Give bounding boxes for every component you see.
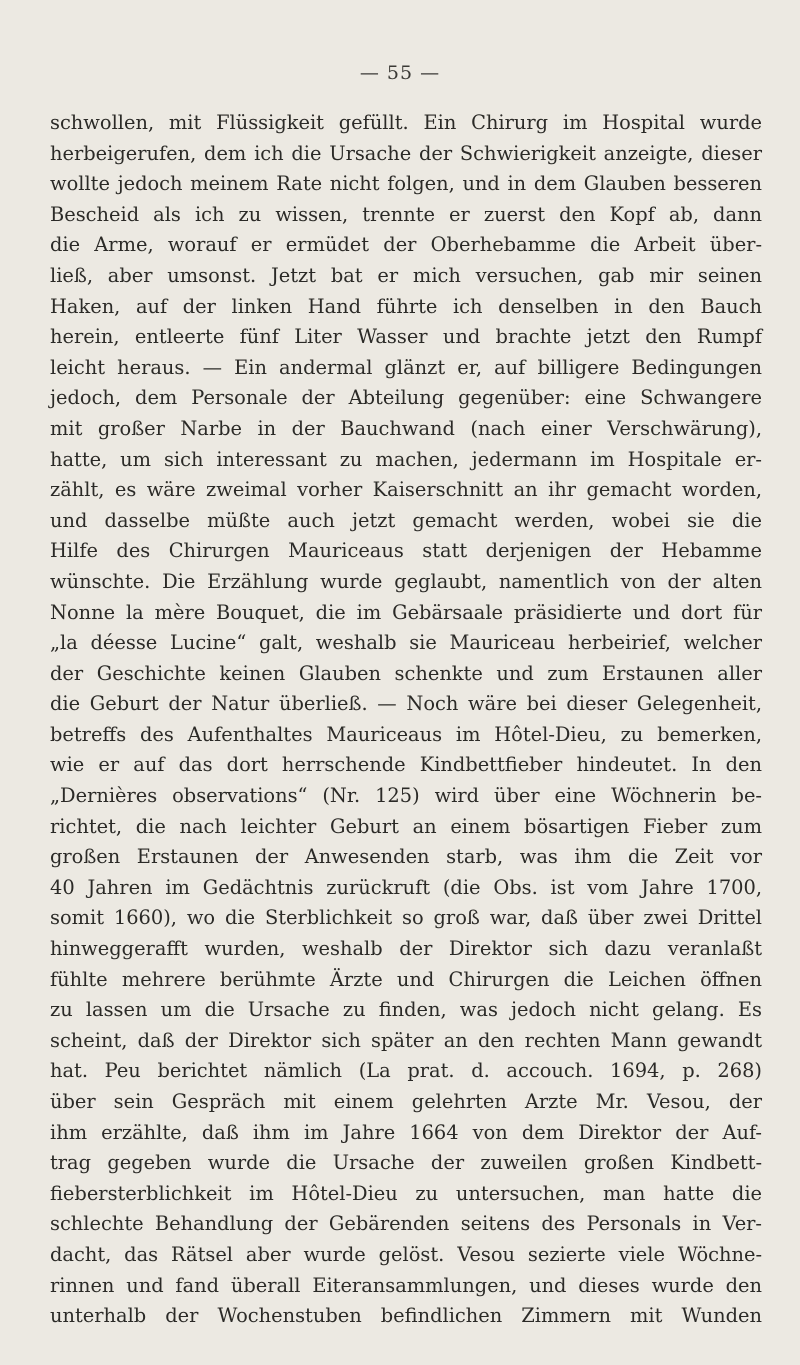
text-line: „Dernières observations“ (Nr. 125) wird über eine Wöchnerin be- bbox=[50, 784, 762, 808]
text-line: ließ, aber umsonst. Jetzt bat er mich versuchen, gab mir seinen bbox=[50, 263, 762, 287]
text-line: großen Erstaunen der Anwesenden starb, was ihm die Zeit vor bbox=[50, 845, 762, 869]
body-text bbox=[50, 108, 762, 1332]
text-line: scheint, daß der Direktor sich später an den rechten Mann gewandt bbox=[50, 1028, 762, 1052]
text-line: betreffs des Aufenthaltes Mauriceaus im Hôtel-Dieu, zu bemerken, bbox=[50, 722, 762, 746]
text-line: herein, entleerte fünf Liter Wasser und brachte jetzt den Rumpf bbox=[50, 325, 762, 349]
text-line: leicht heraus. — Ein andermal glänzt er, auf billigere Bedingungen bbox=[50, 355, 762, 379]
text-line: hat. Peu berichtet nämlich (La prat. d. accouch. 1694, p. 268) bbox=[50, 1059, 762, 1083]
text-line: hatte, um sich interessant zu machen, jedermann im Hospitale er- bbox=[50, 447, 762, 471]
text-line: fühlte mehrere berühmte Ärzte und Chirurgen die Leichen öffnen bbox=[50, 967, 762, 991]
text-line: richtet, die nach leichter Geburt an einem bösartigen Fieber zum bbox=[50, 814, 762, 838]
text-line: hinweggerafft wurden, weshalb der Direktor sich dazu veranlaßt bbox=[50, 937, 762, 961]
text-line: somit 1660), wo die Sterblichkeit so groß war, daß über zwei Drittel bbox=[50, 906, 762, 930]
text-line: schwollen, mit Flüssigkeit gefüllt. Ein Chirurg im Hospital wurde bbox=[50, 111, 762, 134]
text-line: wollte jedoch meinem Rate nicht folgen, und in dem Glauben besseren bbox=[50, 172, 762, 196]
text-line: ihm erzählte, daß ihm im Jahre 1664 von dem Direktor der Auf- bbox=[50, 1120, 762, 1144]
text-line: 40 Jahren im Gedächtnis zurückruft (die Obs. ist vom Jahre 1700, bbox=[50, 875, 762, 899]
text-line: wie er auf das dort herrschende Kindbettfieber hindeutet. In den bbox=[50, 753, 762, 777]
text-line: jedoch, dem Personale der Abteilung gegenüber: eine Schwangere bbox=[50, 386, 762, 410]
text-line: und dasselbe müßte auch jetzt gemacht werden, wobei sie die bbox=[50, 508, 762, 532]
page-number: — 55 — bbox=[359, 62, 441, 84]
text-line: die Arme, worauf er ermüdet der Oberhebamme die Arbeit über- bbox=[50, 233, 762, 257]
text-line: Bescheid als ich zu wissen, trennte er zuerst den Kopf ab, dann bbox=[50, 202, 762, 226]
text-line: die Geburt der Natur überließ. — Noch wäre bei dieser Gelegenheit, bbox=[50, 692, 762, 716]
text-line: mit großer Narbe in der Bauchwand (nach einer Verschwärung), bbox=[50, 416, 762, 440]
text-line: Haken, auf der linken Hand führte ich denselben in den Bauch bbox=[50, 294, 762, 318]
text-line: trag gegeben wurde die Ursache der zuweilen großen Kindbett- bbox=[50, 1151, 762, 1175]
text-line: rinnen und fand überall Eiteransammlungen, und dieses wurde den bbox=[50, 1273, 762, 1297]
text-line: schlechte Behandlung der Gebärenden seitens des Personals in Ver- bbox=[50, 1212, 762, 1236]
text-line: Nonne la mère Bouquet, die im Gebärsaale präsidierte und dort für bbox=[50, 600, 762, 624]
text-line: zu lassen um die Ursache zu finden, was jedoch nicht gelang. Es bbox=[50, 998, 762, 1022]
text-line: herbeigerufen, dem ich die Ursache der Schwierigkeit anzeigte, dieser bbox=[50, 141, 762, 165]
text-line: der Geschichte keinen Glauben schenkte und zum Erstaunen aller bbox=[50, 661, 762, 685]
text-line: wünschte. Die Erzählung wurde geglaubt, namentlich von der alten bbox=[50, 569, 762, 593]
text-line: Hilfe des Chirurgen Mauriceaus statt derjenigen der Hebamme bbox=[50, 539, 762, 563]
text-line: „la déesse Lucine“ galt, weshalb sie Mauriceau herbeirief, welcher bbox=[50, 631, 762, 655]
text-line: zählt, es wäre zweimal vorher Kaiserschnitt an ihr gemacht worden, bbox=[50, 478, 762, 502]
text-line: über sein Gespräch mit einem gelehrten Arzte Mr. Vesou, der bbox=[50, 1090, 762, 1113]
text-line: unterhalb der Wochenstuben befindlichen Zimmern mit Wunden bbox=[50, 1304, 762, 1328]
text-line: fiebersterblichkeit im Hôtel-Dieu zu untersuchen, man hatte die bbox=[50, 1181, 762, 1205]
text-line: dacht, das Rätsel aber wurde gelöst. Vesou sezierte viele Wöchne- bbox=[50, 1242, 762, 1266]
